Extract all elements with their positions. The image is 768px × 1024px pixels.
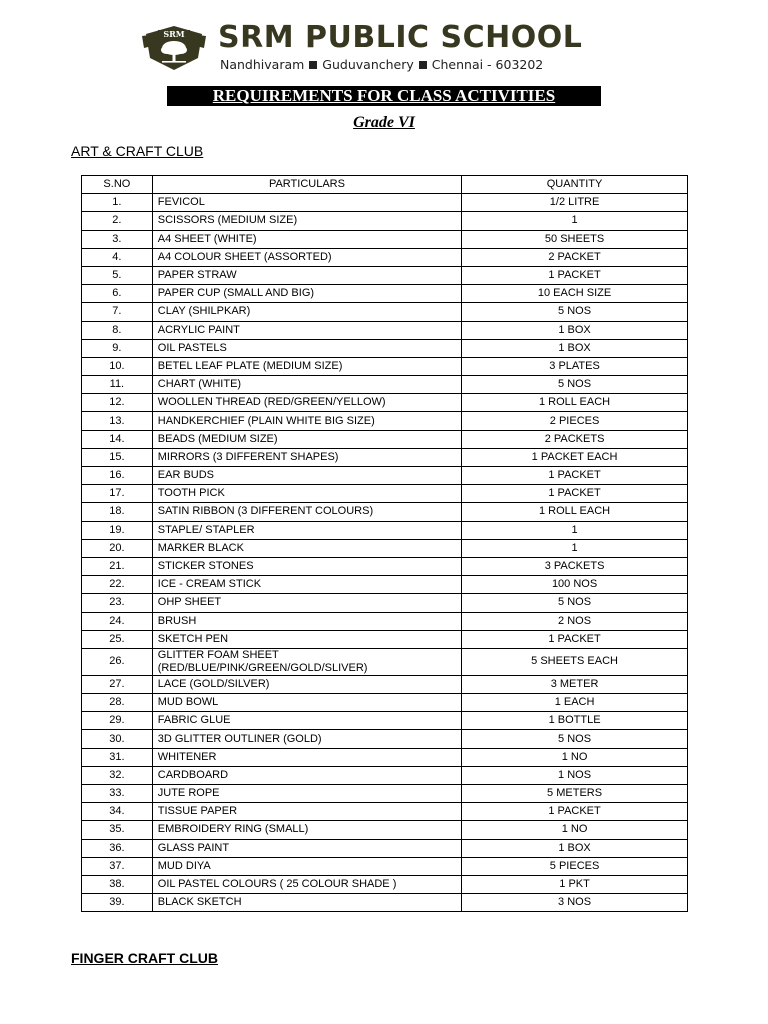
row-quantity: 1 NO	[462, 748, 688, 766]
row-particulars: TISSUE PAPER	[152, 803, 461, 821]
row-particulars: SCISSORS (MEDIUM SIZE)	[152, 212, 461, 230]
section-title-art-craft: ART & CRAFT CLUB	[71, 143, 204, 159]
row-quantity: 2 PACKETS	[462, 430, 688, 448]
row-quantity: 50 SHEETS	[462, 230, 688, 248]
row-particulars: PAPER STRAW	[152, 266, 461, 284]
table-row	[82, 766, 688, 784]
row-particulars: ICE - CREAM STICK	[152, 576, 461, 594]
table-row	[82, 857, 688, 875]
row-quantity: 1 NO	[462, 821, 688, 839]
row-sno: 29.	[82, 712, 153, 730]
row-quantity: 5 NOS	[462, 730, 688, 748]
school-address	[220, 57, 543, 72]
table-row	[82, 648, 688, 675]
row-sno: 16.	[82, 467, 153, 485]
header-particulars: PARTICULARS	[152, 176, 461, 194]
row-quantity: 2 PACKET	[462, 248, 688, 266]
row-particulars: GLITTER FOAM SHEET (RED/BLUE/PINK/GREEN/GOLD/SLIVER)	[152, 648, 461, 675]
row-particulars: WOOLLEN THREAD (RED/GREEN/YELLOW)	[152, 394, 461, 412]
table-row	[82, 875, 688, 893]
row-particulars: BEADS (MEDIUM SIZE)	[152, 430, 461, 448]
table-row	[82, 630, 688, 648]
row-sno: 8.	[82, 321, 153, 339]
table-header-row	[82, 176, 688, 194]
row-particulars: MUD BOWL	[152, 694, 461, 712]
table-row	[82, 821, 688, 839]
document-title: REQUIREMENTS FOR CLASS ACTIVITIES	[167, 86, 601, 106]
table-row	[82, 357, 688, 375]
table-row	[82, 576, 688, 594]
row-sno: 25.	[82, 630, 153, 648]
table-row	[82, 675, 688, 693]
table-row	[82, 230, 688, 248]
row-particulars: OIL PASTEL COLOURS ( 25 COLOUR SHADE )	[152, 875, 461, 893]
row-particulars: WHITENER	[152, 748, 461, 766]
row-particulars: LACE (GOLD/SILVER)	[152, 675, 461, 693]
row-particulars: HANDKERCHIEF (PLAIN WHITE BIG SIZE)	[152, 412, 461, 430]
row-quantity: 1 EACH	[462, 694, 688, 712]
logo-text: SRM	[163, 29, 185, 39]
row-sno: 18.	[82, 503, 153, 521]
row-quantity: 5 METERS	[462, 785, 688, 803]
row-sno: 28.	[82, 694, 153, 712]
row-particulars: FABRIC GLUE	[152, 712, 461, 730]
table-row	[82, 539, 688, 557]
row-sno: 13.	[82, 412, 153, 430]
row-sno: 21.	[82, 557, 153, 575]
row-quantity: 1	[462, 212, 688, 230]
row-particulars: SKETCH PEN	[152, 630, 461, 648]
table-row	[82, 194, 688, 212]
row-particulars: BLACK SKETCH	[152, 894, 461, 912]
row-particulars: PAPER CUP (SMALL AND BIG)	[152, 285, 461, 303]
row-quantity: 1 BOX	[462, 321, 688, 339]
row-particulars: GLASS PAINT	[152, 839, 461, 857]
row-sno: 4.	[82, 248, 153, 266]
row-particulars: MIRRORS (3 DIFFERENT SHAPES)	[152, 448, 461, 466]
table-row	[82, 339, 688, 357]
row-sno: 26.	[82, 648, 153, 675]
row-sno: 3.	[82, 230, 153, 248]
table-row	[82, 485, 688, 503]
address-locality: Nandhivaram	[220, 57, 305, 72]
table-row	[82, 285, 688, 303]
row-quantity: 3 PLATES	[462, 357, 688, 375]
row-particulars: JUTE ROPE	[152, 785, 461, 803]
row-quantity: 5 SHEETS EACH	[462, 648, 688, 675]
row-quantity: 1 PACKET	[462, 803, 688, 821]
table-row	[82, 303, 688, 321]
school-logo	[140, 24, 208, 72]
row-sno: 5.	[82, 266, 153, 284]
row-sno: 34.	[82, 803, 153, 821]
requirements-table	[81, 175, 688, 912]
row-sno: 19.	[82, 521, 153, 539]
row-particulars: 3D GLITTER OUTLINER (GOLD)	[152, 730, 461, 748]
row-particulars: FEVICOL	[152, 194, 461, 212]
school-name: SRM PUBLIC SCHOOL	[218, 20, 583, 55]
row-sno: 17.	[82, 485, 153, 503]
address-city: Chennai - 603202	[431, 57, 544, 72]
row-sno: 23.	[82, 594, 153, 612]
row-sno: 9.	[82, 339, 153, 357]
row-quantity: 1 PACKET	[462, 467, 688, 485]
row-quantity: 1 PACKET	[462, 266, 688, 284]
row-particulars: A4 SHEET (WHITE)	[152, 230, 461, 248]
row-quantity: 1/2 LITRE	[462, 194, 688, 212]
row-particulars: SATIN RIBBON (3 DIFFERENT COLOURS)	[152, 503, 461, 521]
header-quantity: QUANTITY	[462, 176, 688, 194]
table-row	[82, 212, 688, 230]
separator-square-icon	[419, 61, 427, 69]
row-particulars: EMBROIDERY RING (SMALL)	[152, 821, 461, 839]
row-sno: 22.	[82, 576, 153, 594]
row-quantity: 5 NOS	[462, 376, 688, 394]
row-quantity: 2 PIECES	[462, 412, 688, 430]
table-row	[82, 748, 688, 766]
row-sno: 7.	[82, 303, 153, 321]
row-quantity: 1	[462, 521, 688, 539]
row-sno: 36.	[82, 839, 153, 857]
row-sno: 31.	[82, 748, 153, 766]
row-particulars: STAPLE/ STAPLER	[152, 521, 461, 539]
table-row	[82, 785, 688, 803]
row-quantity: 1 BOX	[462, 339, 688, 357]
separator-square-icon	[309, 61, 317, 69]
row-sno: 15.	[82, 448, 153, 466]
table-row	[82, 557, 688, 575]
row-quantity: 1 NOS	[462, 766, 688, 784]
table-row	[82, 394, 688, 412]
table-row	[82, 839, 688, 857]
table-row	[82, 521, 688, 539]
row-sno: 2.	[82, 212, 153, 230]
row-quantity: 1	[462, 539, 688, 557]
row-sno: 10.	[82, 357, 153, 375]
table-row	[82, 594, 688, 612]
row-quantity: 1 PACKET	[462, 630, 688, 648]
row-quantity: 1 BOX	[462, 839, 688, 857]
table-row	[82, 730, 688, 748]
row-quantity: 5 PIECES	[462, 857, 688, 875]
address-town: Guduvanchery	[322, 57, 414, 72]
row-particulars: OHP SHEET	[152, 594, 461, 612]
row-quantity: 3 METER	[462, 675, 688, 693]
table-row	[82, 266, 688, 284]
row-quantity: 1 ROLL EACH	[462, 394, 688, 412]
school-header	[140, 20, 620, 76]
row-sno: 38.	[82, 875, 153, 893]
grade-label: Grade VI	[353, 114, 415, 131]
table-row	[82, 712, 688, 730]
table-row	[82, 376, 688, 394]
row-sno: 20.	[82, 539, 153, 557]
row-sno: 33.	[82, 785, 153, 803]
row-sno: 24.	[82, 612, 153, 630]
section-title-finger-craft: FINGER CRAFT CLUB	[71, 950, 218, 966]
row-particulars: A4 COLOUR SHEET (ASSORTED)	[152, 248, 461, 266]
row-quantity: 10 EACH SIZE	[462, 285, 688, 303]
row-quantity: 3 NOS	[462, 894, 688, 912]
row-particulars: BETEL LEAF PLATE (MEDIUM SIZE)	[152, 357, 461, 375]
row-quantity: 1 PACKET	[462, 485, 688, 503]
row-sno: 32.	[82, 766, 153, 784]
row-particulars: STICKER STONES	[152, 557, 461, 575]
row-sno: 27.	[82, 675, 153, 693]
table-row	[82, 448, 688, 466]
row-sno: 35.	[82, 821, 153, 839]
row-sno: 39.	[82, 894, 153, 912]
row-quantity: 5 NOS	[462, 303, 688, 321]
row-particulars: TOOTH PICK	[152, 485, 461, 503]
row-quantity: 3 PACKETS	[462, 557, 688, 575]
row-sno: 37.	[82, 857, 153, 875]
row-particulars: OIL PASTELS	[152, 339, 461, 357]
row-quantity: 1 PKT	[462, 875, 688, 893]
row-sno: 12.	[82, 394, 153, 412]
row-particulars: EAR BUDS	[152, 467, 461, 485]
row-sno: 6.	[82, 285, 153, 303]
table-row	[82, 612, 688, 630]
row-particulars: CLAY (SHILPKAR)	[152, 303, 461, 321]
row-quantity: 1 BOTTLE	[462, 712, 688, 730]
row-particulars: ACRYLIC PAINT	[152, 321, 461, 339]
table-row	[82, 430, 688, 448]
table-row	[82, 321, 688, 339]
row-quantity: 2 NOS	[462, 612, 688, 630]
row-particulars: MUD DIYA	[152, 857, 461, 875]
table-row	[82, 412, 688, 430]
row-particulars: CARDBOARD	[152, 766, 461, 784]
row-quantity: 100 NOS	[462, 576, 688, 594]
table-row	[82, 503, 688, 521]
row-particulars: CHART (WHITE)	[152, 376, 461, 394]
row-quantity: 5 NOS	[462, 594, 688, 612]
table-row	[82, 248, 688, 266]
row-quantity: 1 PACKET EACH	[462, 448, 688, 466]
table-row	[82, 894, 688, 912]
row-particulars: BRUSH	[152, 612, 461, 630]
row-sno: 1.	[82, 194, 153, 212]
row-quantity: 1 ROLL EACH	[462, 503, 688, 521]
header-sno: S.NO	[82, 176, 153, 194]
table-row	[82, 467, 688, 485]
table-row	[82, 694, 688, 712]
row-particulars: MARKER BLACK	[152, 539, 461, 557]
table-row	[82, 803, 688, 821]
row-sno: 30.	[82, 730, 153, 748]
table-body	[82, 194, 688, 912]
row-sno: 11.	[82, 376, 153, 394]
row-sno: 14.	[82, 430, 153, 448]
